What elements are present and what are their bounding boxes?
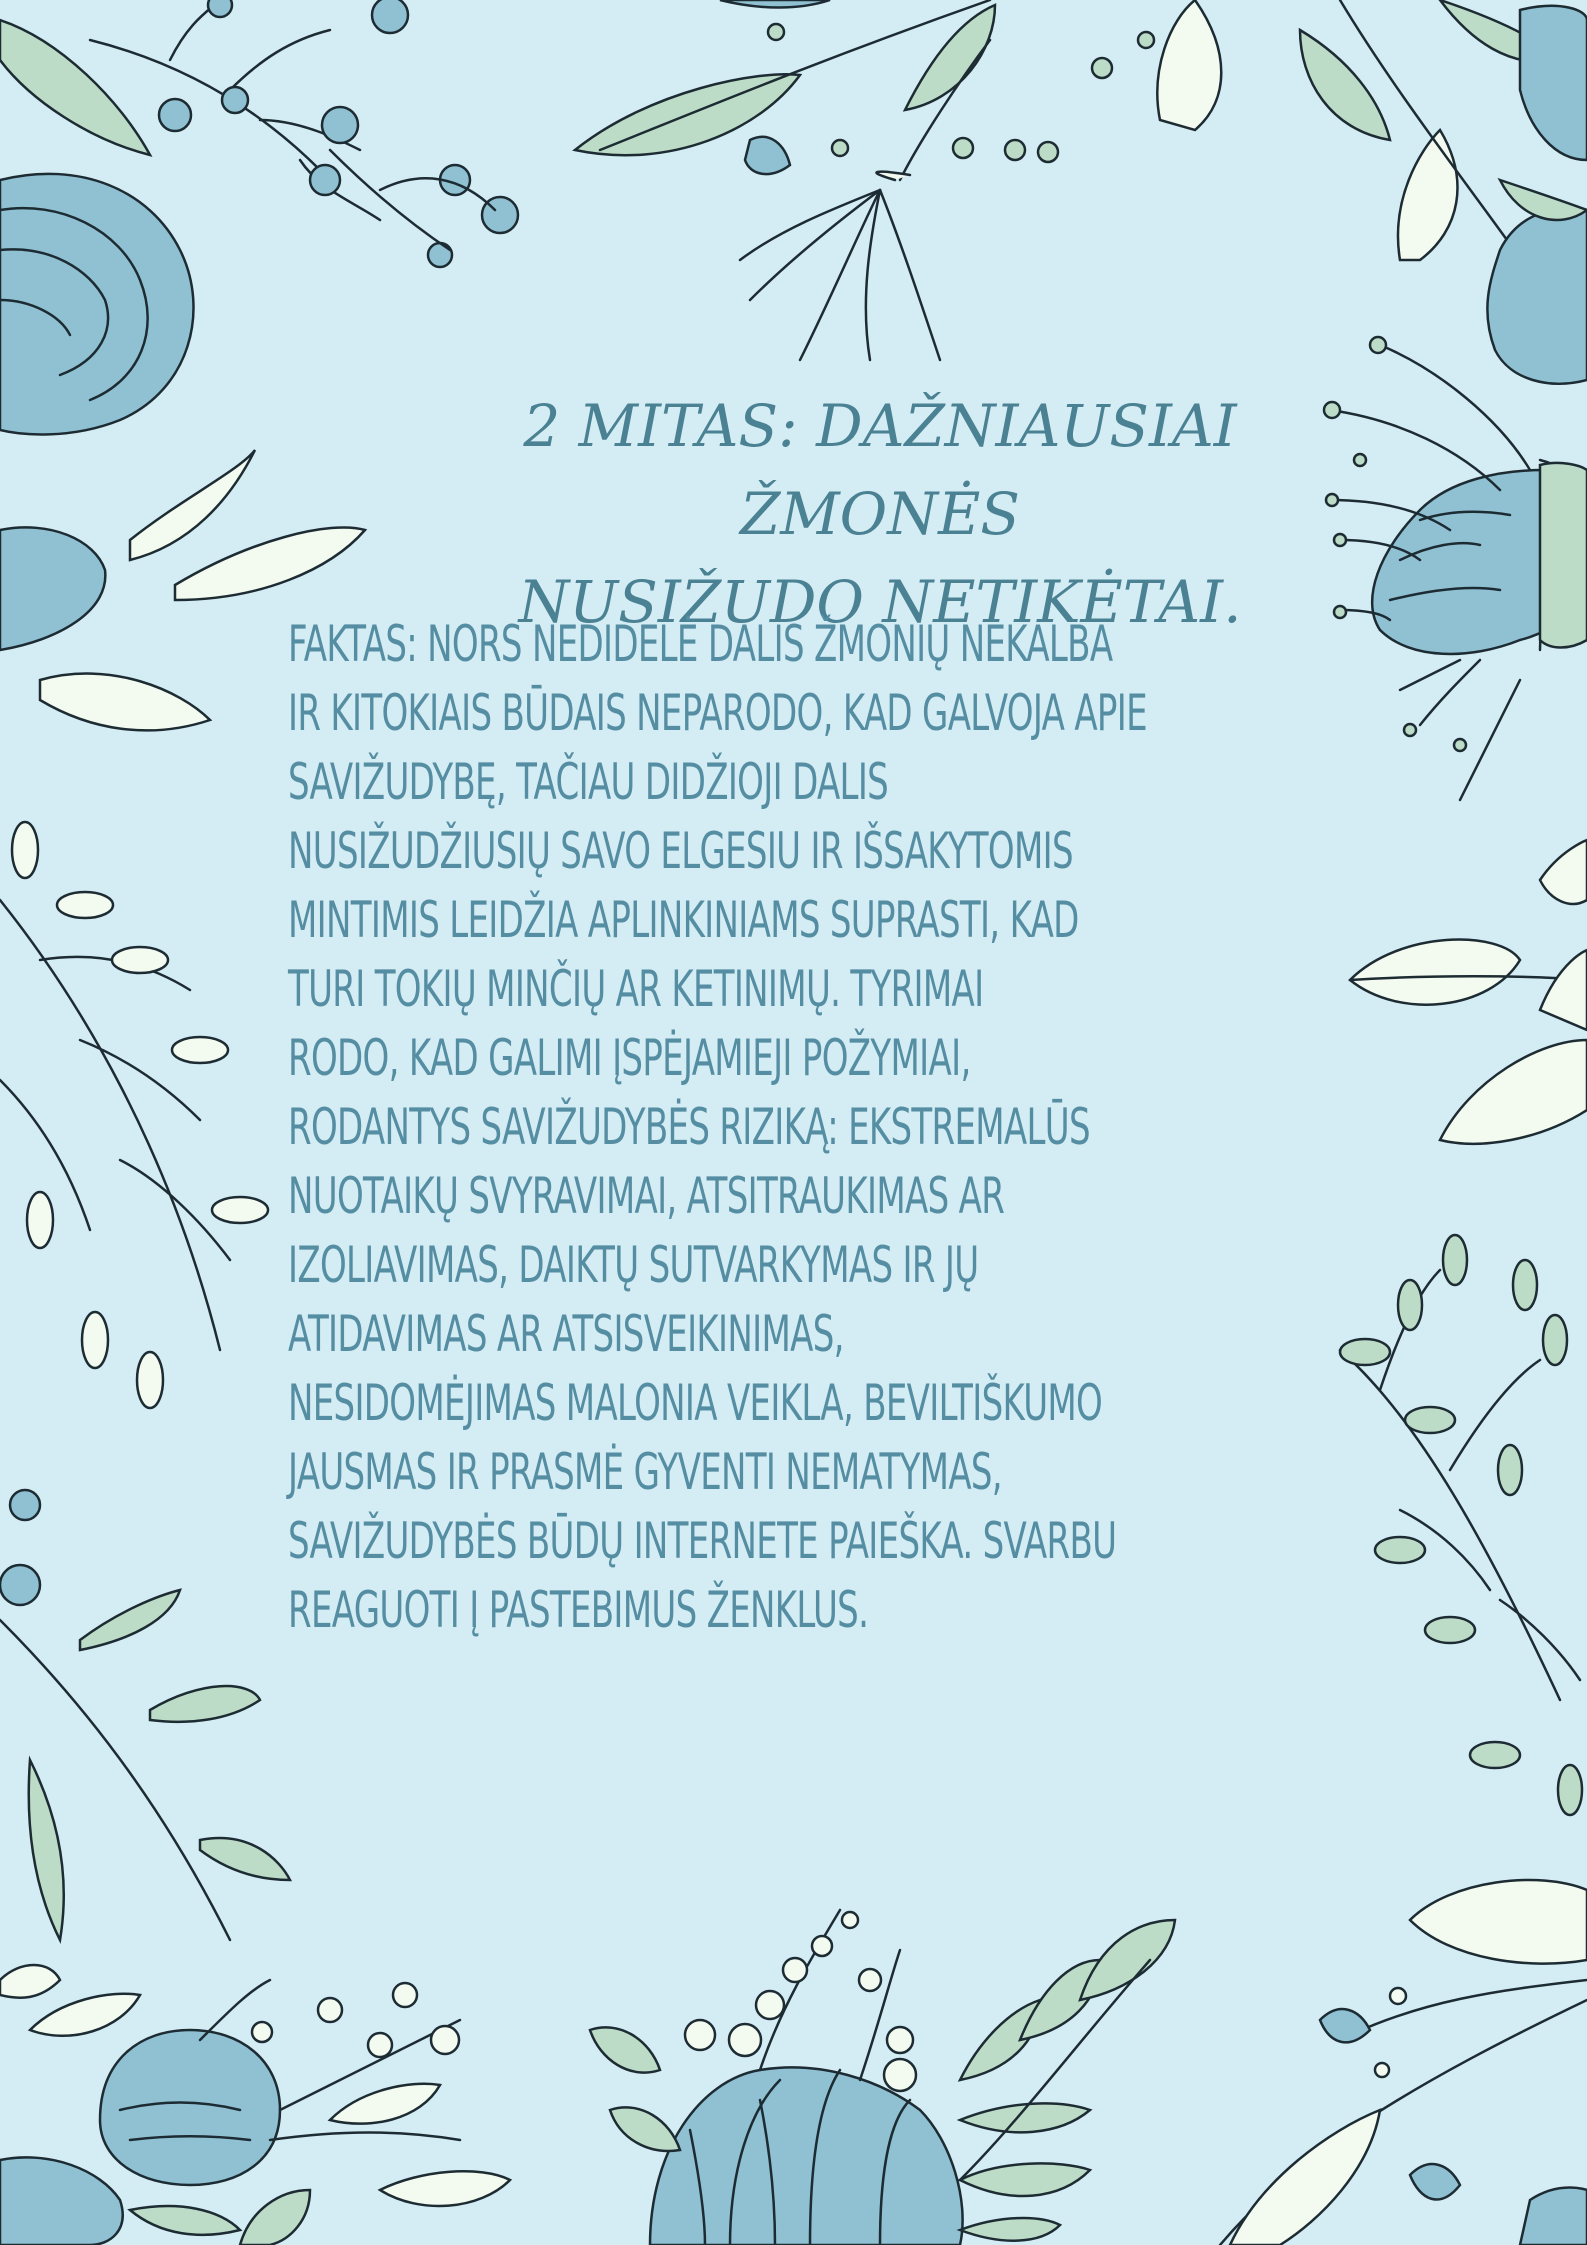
blue-flower-icon (1410, 2164, 1460, 2199)
fact-line: NUSIŽUDŽIUSIŲ SAVO ELGESIU IR IŠSAKYTOMIS (288, 822, 1073, 880)
blue-flower-icon (0, 174, 194, 435)
leaf-icon (0, 1965, 60, 1998)
fact-line: IZOLIAVIMAS, DAIKTŲ SUTVARKYMAS IR JŲ (288, 1236, 979, 1294)
leaf-icon (1350, 940, 1520, 1005)
leaf-icon (960, 2218, 1060, 2241)
blue-flower-icon (0, 2157, 123, 2245)
leaf-icon (240, 2190, 310, 2245)
leaf-icon (1157, 0, 1221, 130)
leaf-icon (150, 1686, 260, 1722)
leaf-icon (590, 2027, 660, 2072)
leaf-icon (610, 2107, 680, 2151)
leaf-icon (1540, 840, 1587, 904)
leaf-icon (330, 2084, 440, 2124)
fact-line: IR KITOKIAIS BŪDAIS NEPARODO, KAD GALVOJA APIE (288, 684, 1147, 742)
blue-flower-icon (0, 527, 105, 650)
blue-flower-icon (1520, 6, 1587, 160)
fact-line: NESIDOMĖJIMAS MALONIA VEIKLA, BEVILTIŠKUMO (288, 1374, 1103, 1432)
leaf-icon (960, 2000, 1040, 2080)
leaf-icon (80, 1590, 180, 1650)
leaf-icon (30, 1994, 140, 2036)
leaf-icon (380, 2171, 510, 2206)
fact-line: REAGUOTI Į PASTEBIMUS ŽENKLUS. (288, 1581, 869, 1639)
fact-line: SAVIŽUDYBĖS BŪDŲ INTERNETE PAIEŠKA. SVARBU (288, 1512, 1117, 1570)
leaf-icon (175, 527, 365, 600)
berry-branch-icon (1340, 1235, 1582, 1815)
blue-flower-icon (1520, 2188, 1587, 2245)
title-line-2: NUSIŽUDO NETIKĖTAI. (518, 568, 1242, 636)
fact-line: RODO, KAD GALIMI ĮSPĖJAMIEJI POŽYMIAI, (288, 1029, 971, 1087)
blue-flower-icon (1320, 2009, 1370, 2042)
leaf-icon (905, 5, 995, 110)
blue-flower-icon (650, 2067, 963, 2245)
leaf-icon (960, 2163, 1090, 2196)
fact-line: ATIDAVIMAS AR ATSISVEIKINIMAS, (288, 1305, 844, 1363)
blue-flower-icon (720, 0, 830, 8)
leaf-icon (1410, 1880, 1587, 1964)
leaf-icon (0, 20, 150, 155)
leaf-icon (1398, 130, 1457, 260)
fact-line: MINTIMIS LEIDŽIA APLINKINIAMS SUPRASTI, KAD (288, 891, 1079, 949)
berry-branch-icon (0, 822, 268, 1408)
fact-line: FAKTAS: NORS NEDIDELĖ DALIS ŽMONIŲ NEKALBA (288, 615, 1113, 673)
leaf-icon (130, 2206, 240, 2235)
leaf-icon (1500, 180, 1587, 220)
fact-line: TURI TOKIŲ MINČIŲ AR KETINIMŲ. TYRIMAI (288, 960, 984, 1018)
leaf-icon (1020, 1960, 1100, 2040)
fact-line: JAUSMAS IR PRASMĖ GYVENTI NEMATYMAS, (288, 1443, 1002, 1501)
blue-flower-icon (745, 137, 790, 174)
fact-line: SAVIŽUDYBĘ, TAČIAU DIDŽIOJI DALIS (288, 753, 889, 811)
leaf-icon (1300, 30, 1390, 140)
page-title (380, 382, 1380, 646)
leaf-icon (200, 1838, 290, 1880)
leaf-icon (29, 1760, 64, 1940)
leaf-icon (40, 674, 210, 731)
leaf-icon (130, 450, 255, 560)
fact-paragraph (288, 610, 1368, 1645)
leaf-icon (1540, 950, 1587, 1030)
title-line-1: 2 MITAS: DAŽNIAUSIAI ŽMONĖS (523, 392, 1237, 548)
fact-line: RODANTYS SAVIŽUDYBĖS RIZIKĄ: EKSTREMALŪS (288, 1098, 1090, 1156)
fact-line: NUOTAIKŲ SVYRAVIMAI, ATSITRAUKIMAS AR (288, 1167, 1005, 1225)
leaf-icon (1230, 2110, 1380, 2245)
leaf-icon (1440, 1040, 1587, 1144)
